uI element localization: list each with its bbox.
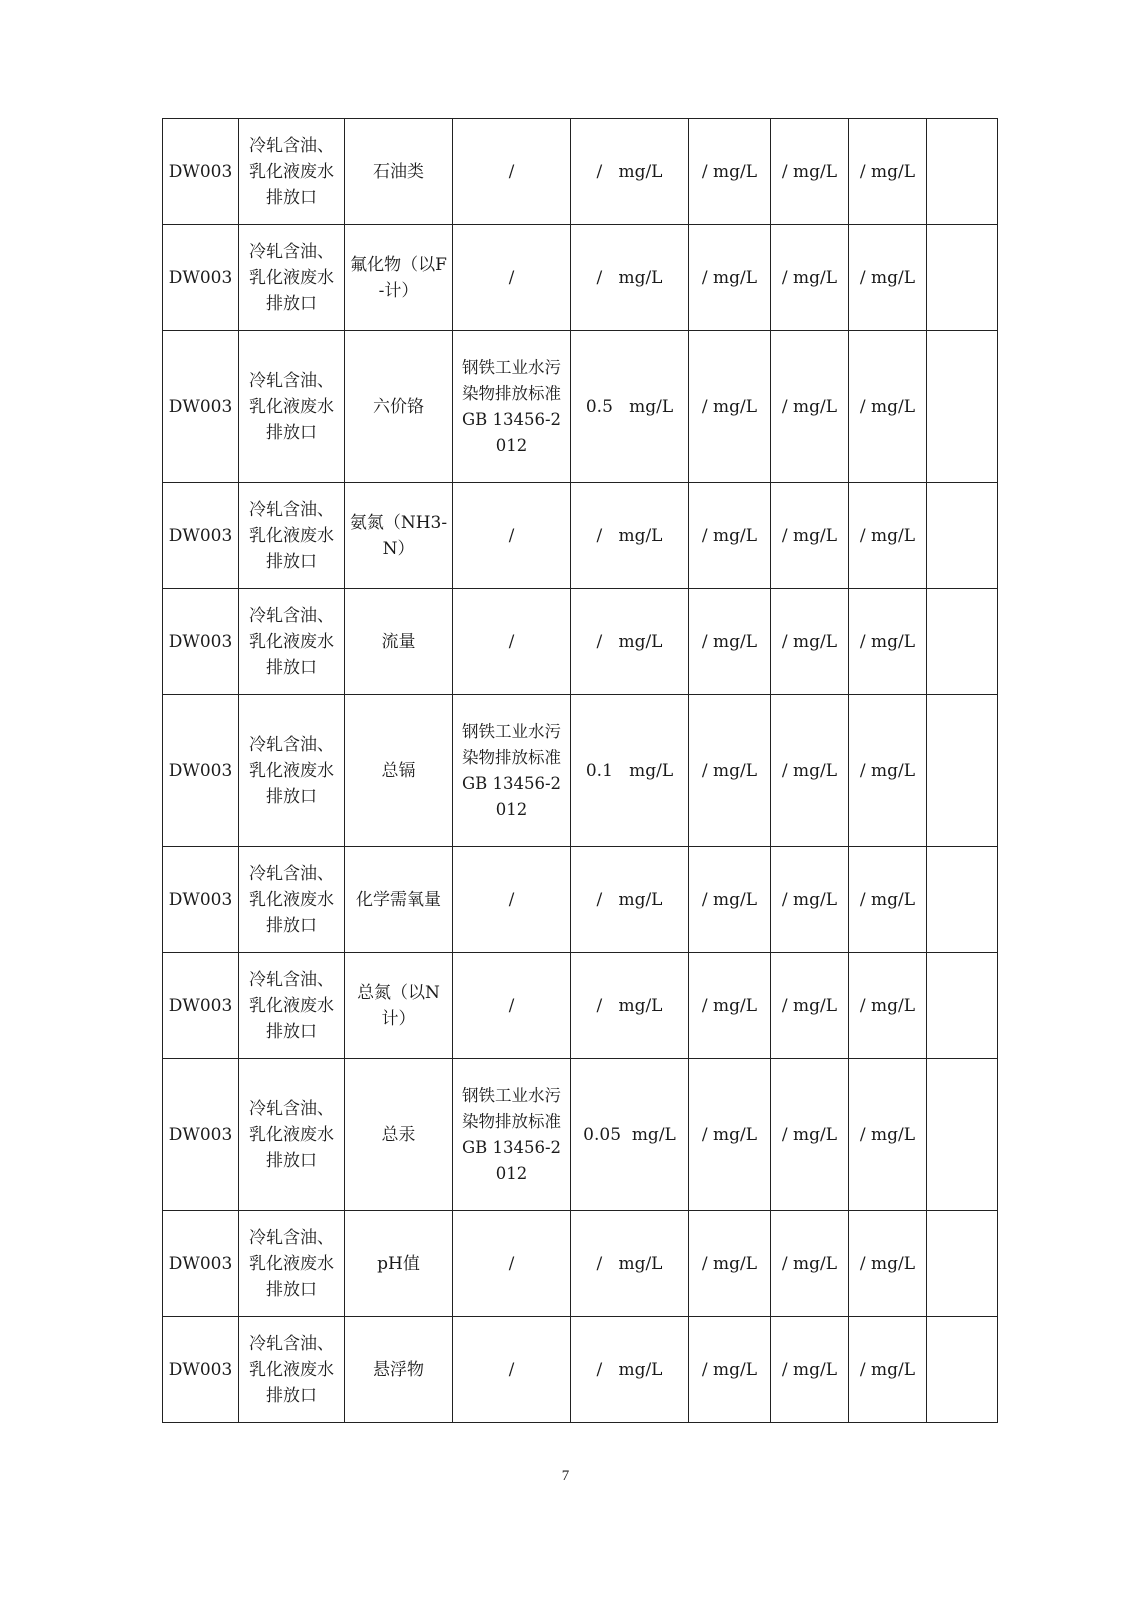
value-cell: / mg/L xyxy=(771,119,849,225)
outlet-name-cell: 冷轧含油、乳化液废水排放口 xyxy=(239,695,345,847)
value-cell: / mg/L xyxy=(849,483,927,589)
note-cell xyxy=(927,483,998,589)
outlet-name-cell: 冷轧含油、乳化液废水排放口 xyxy=(239,483,345,589)
limit-value-cell: / mg/L xyxy=(571,589,689,695)
value-cell: / mg/L xyxy=(771,953,849,1059)
pollutant-cell: 流量 xyxy=(345,589,453,695)
value-cell: / mg/L xyxy=(849,589,927,695)
outlet-id-cell: DW003 xyxy=(163,483,239,589)
table-row xyxy=(163,1317,998,1423)
standard-cell: 钢铁工业水污染物排放标准GB 13456-2012 xyxy=(453,331,571,483)
limit-value-cell: / mg/L xyxy=(571,1317,689,1423)
limit-value-cell: 0.1 mg/L xyxy=(571,695,689,847)
limit-value-cell: 0.05 mg/L xyxy=(571,1059,689,1211)
table-row xyxy=(163,1059,998,1211)
outlet-name-cell: 冷轧含油、乳化液废水排放口 xyxy=(239,953,345,1059)
value-cell: / mg/L xyxy=(689,695,771,847)
value-cell: / mg/L xyxy=(771,483,849,589)
note-cell xyxy=(927,1211,998,1317)
limit-value-cell: / mg/L xyxy=(571,119,689,225)
pollutant-cell: 六价铬 xyxy=(345,331,453,483)
limit-value-cell: / mg/L xyxy=(571,1211,689,1317)
value-cell: / mg/L xyxy=(689,1211,771,1317)
pollutant-cell: 悬浮物 xyxy=(345,1317,453,1423)
note-cell xyxy=(927,953,998,1059)
table-row xyxy=(163,331,998,483)
pollutant-cell: 化学需氧量 xyxy=(345,847,453,953)
note-cell xyxy=(927,695,998,847)
value-cell: / mg/L xyxy=(689,1317,771,1423)
standard-cell: 钢铁工业水污染物排放标准GB 13456-2012 xyxy=(453,1059,571,1211)
table-row xyxy=(163,483,998,589)
standard-cell: / xyxy=(453,1317,571,1423)
outlet-name-cell: 冷轧含油、乳化液废水排放口 xyxy=(239,589,345,695)
outlet-id-cell: DW003 xyxy=(163,1317,239,1423)
outlet-name-cell: 冷轧含油、乳化液废水排放口 xyxy=(239,119,345,225)
value-cell: / mg/L xyxy=(771,1211,849,1317)
value-cell: / mg/L xyxy=(849,225,927,331)
value-cell: / mg/L xyxy=(689,225,771,331)
limit-value-cell: / mg/L xyxy=(571,953,689,1059)
value-cell: / mg/L xyxy=(771,1317,849,1423)
table-row xyxy=(163,695,998,847)
value-cell: / mg/L xyxy=(689,331,771,483)
outlet-id-cell: DW003 xyxy=(163,1211,239,1317)
note-cell xyxy=(927,1317,998,1423)
note-cell xyxy=(927,119,998,225)
value-cell: / mg/L xyxy=(849,331,927,483)
standard-cell: / xyxy=(453,589,571,695)
value-cell: / mg/L xyxy=(849,1211,927,1317)
pollutant-cell: 氨氮（NH3-N） xyxy=(345,483,453,589)
outlet-id-cell: DW003 xyxy=(163,847,239,953)
value-cell: / mg/L xyxy=(771,225,849,331)
table-row xyxy=(163,225,998,331)
outlet-name-cell: 冷轧含油、乳化液废水排放口 xyxy=(239,1317,345,1423)
standard-cell: / xyxy=(453,1211,571,1317)
value-cell: / mg/L xyxy=(771,589,849,695)
outlet-id-cell: DW003 xyxy=(163,225,239,331)
standard-cell: 钢铁工业水污染物排放标准GB 13456-2012 xyxy=(453,695,571,847)
outlet-id-cell: DW003 xyxy=(163,1059,239,1211)
standard-cell: / xyxy=(453,483,571,589)
limit-value-cell: / mg/L xyxy=(571,225,689,331)
value-cell: / mg/L xyxy=(689,953,771,1059)
note-cell xyxy=(927,847,998,953)
table-row xyxy=(163,589,998,695)
note-cell xyxy=(927,225,998,331)
value-cell: / mg/L xyxy=(689,119,771,225)
standard-cell: / xyxy=(453,847,571,953)
value-cell: / mg/L xyxy=(849,695,927,847)
table-body xyxy=(163,119,998,1423)
value-cell: / mg/L xyxy=(771,1059,849,1211)
pollutant-cell: 石油类 xyxy=(345,119,453,225)
value-cell: / mg/L xyxy=(771,847,849,953)
outlet-id-cell: DW003 xyxy=(163,589,239,695)
pollutant-cell: 氟化物（以F-计） xyxy=(345,225,453,331)
standard-cell: / xyxy=(453,119,571,225)
limit-value-cell: 0.5 mg/L xyxy=(571,331,689,483)
outlet-id-cell: DW003 xyxy=(163,953,239,1059)
value-cell: / mg/L xyxy=(689,847,771,953)
note-cell xyxy=(927,589,998,695)
outlet-name-cell: 冷轧含油、乳化液废水排放口 xyxy=(239,847,345,953)
note-cell xyxy=(927,331,998,483)
limit-value-cell: / mg/L xyxy=(571,847,689,953)
table-row xyxy=(163,1211,998,1317)
outlet-name-cell: 冷轧含油、乳化液废水排放口 xyxy=(239,1211,345,1317)
standard-cell: / xyxy=(453,953,571,1059)
value-cell: / mg/L xyxy=(849,1317,927,1423)
outlet-id-cell: DW003 xyxy=(163,331,239,483)
limit-value-cell: / mg/L xyxy=(571,483,689,589)
value-cell: / mg/L xyxy=(689,483,771,589)
note-cell xyxy=(927,1059,998,1211)
value-cell: / mg/L xyxy=(689,589,771,695)
outlet-id-cell: DW003 xyxy=(163,695,239,847)
table-row xyxy=(163,953,998,1059)
value-cell: / mg/L xyxy=(849,847,927,953)
outlet-id-cell: DW003 xyxy=(163,119,239,225)
value-cell: / mg/L xyxy=(689,1059,771,1211)
value-cell: / mg/L xyxy=(771,331,849,483)
outlet-name-cell: 冷轧含油、乳化液废水排放口 xyxy=(239,1059,345,1211)
outlet-name-cell: 冷轧含油、乳化液废水排放口 xyxy=(239,225,345,331)
page-number: 7 xyxy=(561,1468,570,1484)
value-cell: / mg/L xyxy=(849,1059,927,1211)
value-cell: / mg/L xyxy=(849,119,927,225)
table-row xyxy=(163,119,998,225)
table-row xyxy=(163,847,998,953)
outlet-name-cell: 冷轧含油、乳化液废水排放口 xyxy=(239,331,345,483)
pollutant-cell: 总氮（以N计） xyxy=(345,953,453,1059)
value-cell: / mg/L xyxy=(771,695,849,847)
pollutant-cell: 总镉 xyxy=(345,695,453,847)
pollutant-cell: 总汞 xyxy=(345,1059,453,1211)
pollutant-cell: pH值 xyxy=(345,1211,453,1317)
emissions-monitoring-table xyxy=(162,118,998,1423)
value-cell: / mg/L xyxy=(849,953,927,1059)
standard-cell: / xyxy=(453,225,571,331)
